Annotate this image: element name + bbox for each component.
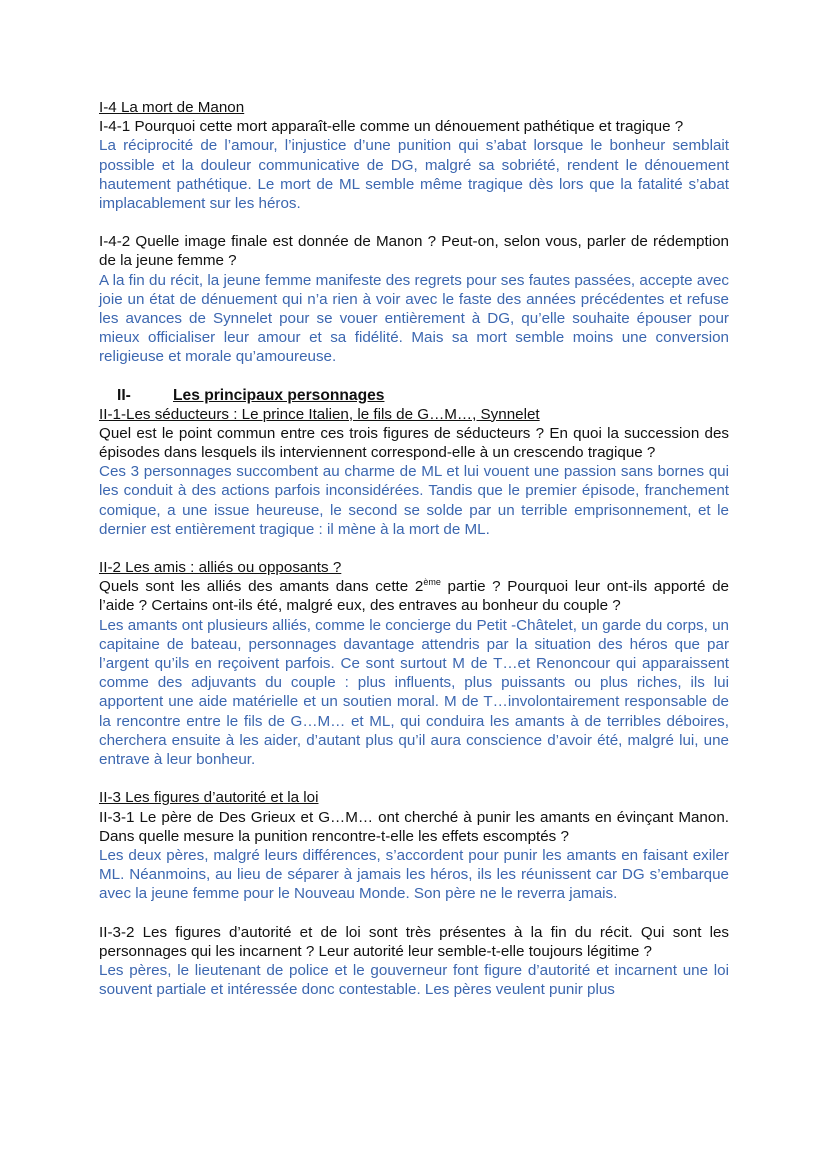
spacer [99,769,729,788]
superscript-eme: ème [423,577,441,588]
question-ii-1: Quel est le point commun entre ces trois figures de séducteurs ? En quoi la succession des épisodes dans lesquels ils interviennent correspond-elle à un crescendo tragique ? [99,424,729,462]
subsection-heading-autorite: II-3 Les figures d’autorité et la loi [99,789,319,807]
question-ii-2-part2: partie ? Pourquoi leur ont-ils apporté de l’aide ? Certains ont-ils été, malgré eux, des entraves au bonheur du couple ? [99,578,729,615]
question-ii-2-part1: Quels sont les alliés des amants dans cette 2 [99,578,424,596]
question-ii-2 [99,577,729,615]
subsection-heading-seducteurs: II-1-Les séducteurs : Le prince Italien, le fils de G…M…, Synnelet [99,405,540,423]
answer-ii-3-1: Les deux pères, malgré leurs différences, s’accordent pour punir les amants en faisant exiler ML. Néanmoins, au lieu de séparer à jamais les héros, ils les réunissent car DG s’embarque avec la jeune femme pour le Nouveau Monde. Son père ne le reverra jamais. [99,846,729,903]
answer-ii-3-2: Les pères, le lieutenant de police et le gouverneur font figure d’autorité et incarnent une loi souvent partiale et intéressée donc contestable. Les pères veulent punir plus [99,961,729,999]
question-i-4-1: I-4-1 Pourquoi cette mort apparaît-elle comme un dénouement pathétique et tragique ? [99,118,684,136]
question-ii-3-2: II-3-2 Les figures d’autorité et de loi sont très présentes à la fin du récit. Qui sont les personnages qui les incarnent ? Leur autorité leur semble-t-elle toujours légitime ? [99,923,729,960]
question-ii-3-1: II-3-1 Le père de Des Grieux et G…M… ont cherché à punir les amants en évinçant Manon. Dans quelle mesure la punition rencontre-t-elle les effets escomptés ? [99,808,729,845]
spacer [99,539,729,558]
spacer [99,904,729,923]
section-heading-mort-de-manon: I-4 La mort de Manon [99,99,245,116]
question-i-4-2: I-4-2 Quelle image finale est donnée de Manon ? Peut-on, selon vous, parler de rédemption de la jeune femme ? [99,233,729,270]
section-title-text: Les principaux personnages [173,386,385,404]
subsection-heading-amis: II-2 Les amis : alliés ou opposants ? [99,559,342,577]
answer-ii-1: Ces 3 personnages succombent au charme de ML et lui vouent une passion sans bornes qui les conduit à des actions parfois inconsidérées. Tandis que le premier épisode, franchement comique, a une issue heureuse, le second se solde par un terrible emprisonnement, et le dernier est entièrement tragique : il mène à la mort de ML. [99,463,729,538]
section-number: II- [117,386,131,404]
section-title-personnages [99,386,729,405]
spacer [99,213,729,232]
spacer [99,367,729,386]
answer-ii-2: Les amants ont plusieurs alliés, comme le concierge du Petit -Châtelet, un garde du corps, un capitaine de bateau, personnages davantage attendris par la situation des héros que par l’argent qu’ils en reçoivent parfois. Ce sont surtout M de T…et Renoncour qui apparaissent comme des adjuvants du couple : plus influents, plus puissants ou plus riches, ils lui apportent une aide matérielle et un soutien moral. M de T…involontairement responsable de la rencontre entre le fils de G…M… et ML, qui conduira les amants à de terribles déboires, cherchera ensuite à les aider, d’autant plus qu’il aura conscience d’avoir été, malgré lui, une entrave à leur bonheur. [99,616,729,769]
answer-i-4-2: A la fin du récit, la jeune femme manifeste des regrets pour ses fautes passées, accepte avec joie un état de dénuement qui n’a rien à voir avec le faste des années précédentes et refuse les avances de Synnelet pour se vouer entièrement à DG, qu’elle souhaite épouser pour mieux officialiser leur amour et sa fidélité. Mais sa mort semble moins une conversion religieuse et morale qu’amoureuse. [99,271,729,366]
answer-i-4-1: La réciprocité de l’amour, l’injustice d’une punition qui s’abat lorsque le bonheur semblait possible et la douleur communicative de DG, malgré sa sobriété, rendent le dénouement hautement pathétique. Le mort de ML semble même tragique dès lors que la fatalité s’abat implacablement sur les héros. [99,137,729,213]
